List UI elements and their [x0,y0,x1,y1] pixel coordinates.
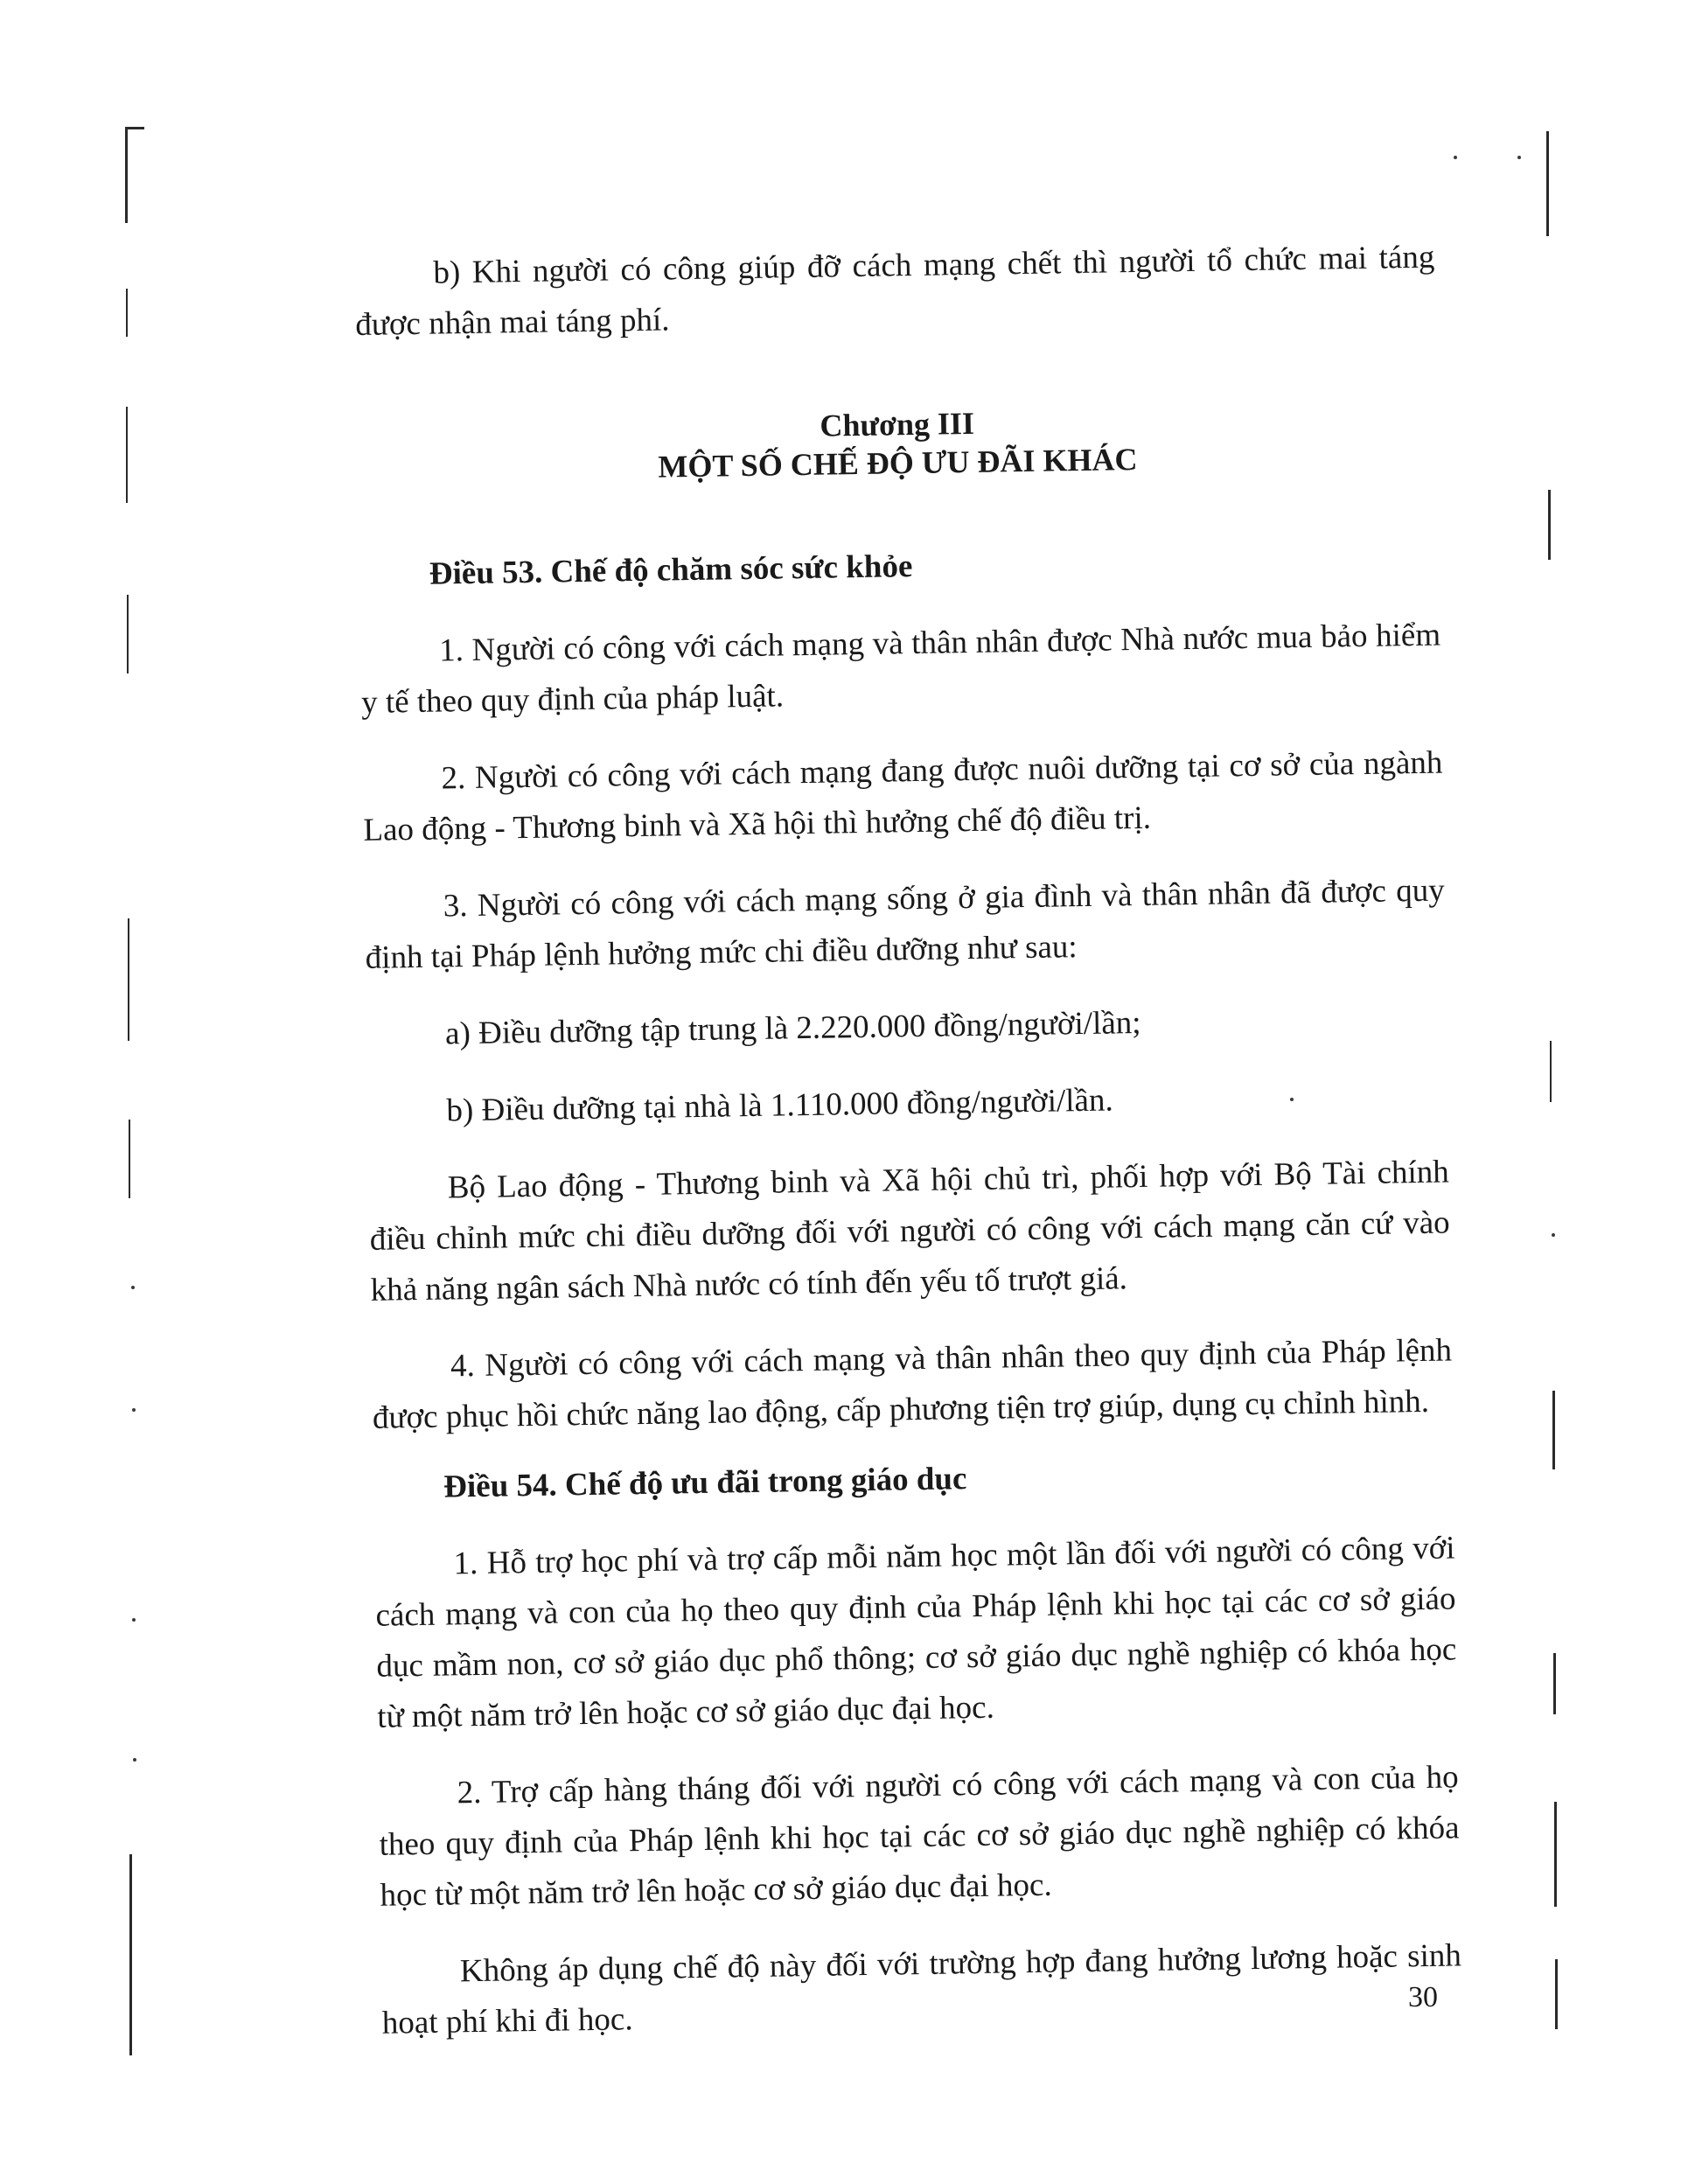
article-54-paragraph-3: Không áp dụng chế độ này đối với trường hợp đang hưởng lương hoặc sinh hoạt phí khi đi học. [381,1937,1462,2041]
scan-edge-right [1553,1653,1556,1714]
article-53-item-b: b) Điều dưỡng tại nhà là 1.110.000 đồng/người/lần. [446,1082,1113,1129]
scan-edge-right [1555,1959,1558,2029]
scan-edge-right [1554,1802,1557,1907]
chapter-title: MỘT SỐ CHẾ ĐỘ ƯU ĐÃI KHÁC [658,441,1138,485]
scan-dot [131,1286,135,1289]
scan-edge-right [1550,1041,1552,1102]
page-body [354,233,1462,2049]
scan-edge-left [129,1120,130,1198]
article-53-paragraph-3c: Bộ Lao động - Thương binh và Xã hội chủ trì, phối hợp với Bộ Tài chính điều chỉnh mức chi điều dưỡng đối với người có công với cách mạng căn cứ vào khả năng ngân sách Nhà nước có tính đến yếu tố trượt giá. [369,1154,1450,1308]
scan-edge-left [129,1854,132,2055]
scan-dot [1517,156,1521,159]
page-number: 30 [1408,1981,1438,2013]
article-54-paragraph-2: 2. Trợ cấp hàng tháng đối với người có công với cách mạng và con của họ theo quy định của Pháp lệnh khi học tại các cơ sở giáo dục nghề nghiệp có khóa học từ một năm trở lên hoặc cơ sở giáo dục đại học. [379,1759,1460,1914]
article-54-heading: Điều 54. Chế độ ưu đãi trong giáo dục [443,1461,967,1505]
scan-edge-left [125,127,144,129]
article-53-paragraph-4: 4. Người có công với cách mạng và thân nhân theo quy định của Pháp lệnh được phục hồi chức năng lao động, cấp phương tiện trợ giúp, dụng cụ chỉnh hình. [372,1332,1453,1436]
article-53-item-a: a) Điều dưỡng tập trung là 2.220.000 đồng/người/lần; [444,1004,1141,1052]
scan-edge-right [1552,1391,1555,1469]
chapter-label: Chương III [820,405,975,443]
scan-dot [1454,156,1457,159]
scan-edge-left [125,127,128,223]
intro-paragraph: b) Khi người có công giúp đỡ cách mạng chết thì người tổ chức mai táng được nhận mai táng phí. [355,239,1435,343]
scan-edge-right [1546,131,1549,236]
scan-dot [1552,1233,1555,1237]
scan-edge-left [126,407,128,503]
scan-dot [133,1758,136,1762]
article-53-paragraph-1: 1. Người có công với cách mạng và thân nhân được Nhà nước mua bảo hiểm y tế theo quy định của pháp luật. [360,617,1441,721]
article-54-paragraph-1: 1. Hỗ trợ học phí và trợ cấp mỗi năm học một lần đối với người có công với cách mạng và con của họ theo quy định của Pháp lệnh khi học tại các cơ sở giáo dục mầm non, cơ sở giáo dục phổ thông; cơ sở giáo dục nghề nghiệp có khóa học từ một năm trở lên hoặc cơ sở giáo dục đại học. [375,1530,1457,1735]
scan-edge-left [126,289,128,337]
scan-dot [132,1618,136,1622]
article-53-paragraph-2: 2. Người có công với cách mạng đang được nuôi dưỡng tại cơ sở của ngành Lao động - Thương binh và Xã hội thì hưởng chế độ điều trị. [363,744,1443,848]
scan-edge-left [128,918,129,1041]
article-53-paragraph-3: 3. Người có công với cách mạng sống ở gia đình và thân nhân đã được quy định tại Pháp lệnh hưởng mức chi điều dưỡng như sau: [365,872,1445,976]
article-53-heading: Điều 53. Chế độ chăm sóc sức khỏe [429,548,913,592]
scan-edge-right [1548,490,1551,560]
scan-dot [132,1408,136,1412]
scan-edge-left [127,595,129,673]
